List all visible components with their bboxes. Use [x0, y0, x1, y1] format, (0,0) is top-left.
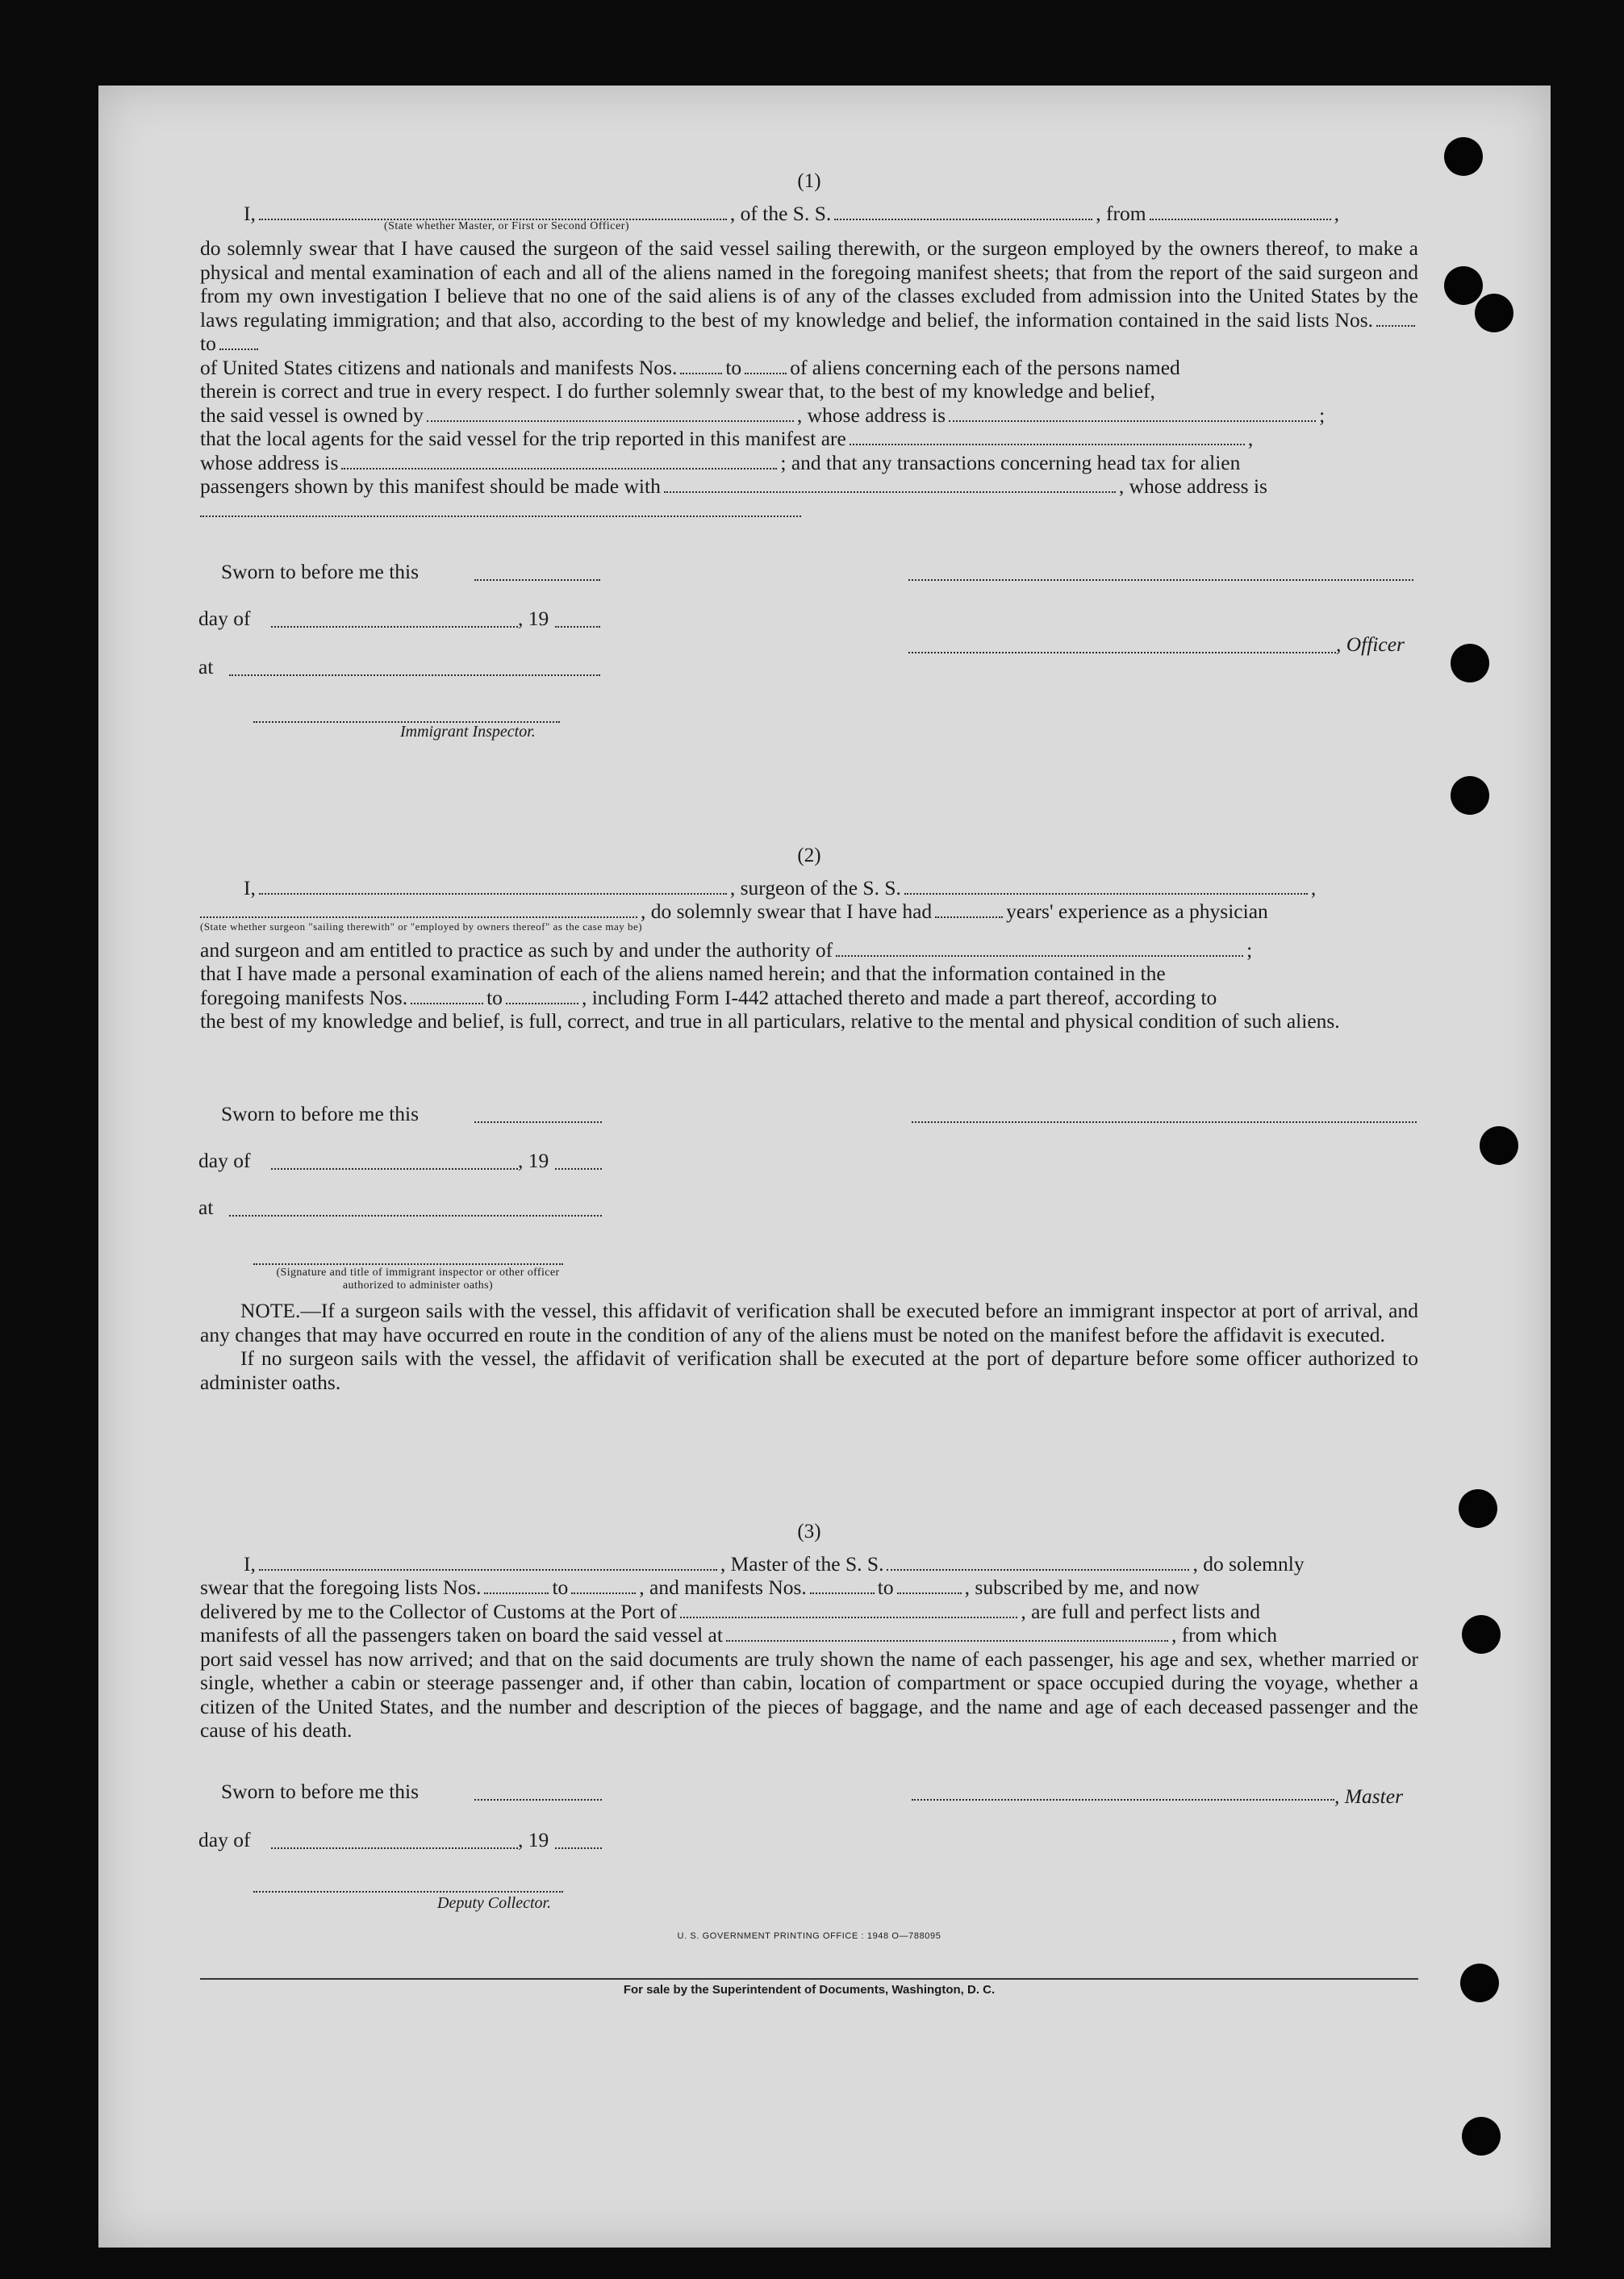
agents-line: that the local agents for the said vessel for the trip reported in this manifest are ,: [200, 427, 1254, 450]
section-2: [200, 844, 1418, 1033]
punch-hole: [1444, 266, 1483, 305]
section-1: [200, 169, 1418, 522]
year-field[interactable]: [555, 1847, 602, 1849]
section-number: (2): [797, 845, 821, 866]
owner-field[interactable]: [427, 404, 794, 422]
master-vessel-field[interactable]: [887, 1553, 1189, 1571]
sworn-label: Sworn to before me this: [221, 1780, 420, 1803]
day-of-field[interactable]: [271, 626, 518, 628]
deputy-signature-line[interactable]: [253, 1891, 563, 1893]
day-of-label: day of: [198, 1149, 251, 1172]
owner-address-field[interactable]: [949, 404, 1316, 422]
foregoing-line: foregoing manifests Nos. to , including Form I-442 attached thereto and made a part thereof, according to: [200, 985, 1217, 1009]
surgeon-note: (State whether surgeon "sailing therewith" or "employed by owners thereof" as the case may be): [200, 920, 643, 933]
year-field[interactable]: [555, 626, 600, 628]
lists-to-field[interactable]: [219, 332, 258, 350]
section-number: (1): [797, 170, 821, 192]
section-number: (3): [797, 1521, 821, 1542]
deputy-caption: Deputy Collector.: [437, 1894, 552, 1912]
punch-hole: [1451, 776, 1489, 815]
correct-line: therein is correct and true in every respect. I do further solemnly swear that, to the best of my knowledge and belief,: [200, 379, 1155, 403]
at-label: at: [198, 1196, 214, 1219]
day-of-label: day of: [198, 607, 251, 630]
day-of-field[interactable]: [271, 1847, 518, 1849]
master-lists-from-field[interactable]: [484, 1576, 549, 1594]
authority-field[interactable]: [836, 939, 1243, 957]
official-signature-line[interactable]: [253, 1263, 563, 1265]
sworn-field[interactable]: [474, 1121, 602, 1123]
master-signature-line[interactable]: [912, 1799, 1334, 1801]
punch-hole: [1480, 1126, 1518, 1165]
solemnly-line: , do solemnly swear that I have had years' experience as a physician: [200, 899, 1418, 924]
surgeon-manifests-from-field[interactable]: [411, 987, 483, 1004]
declaration-paragraph: do solemnly swear that I have caused the surgeon of the said vessel sailing therewith, or the surgeon employed by the owners thereof, to make a physical and mental examination of each and all of the aliens named in the foregoing manifest sheets; that from the report of the said surgeon and from my own investigation I believe that no one of the said aliens is of any of the classes excluded from admission into the United States by the laws regulating immigration; and that also, according to the best of my knowledge and belief, the information contained in the said lists Nos.to: [200, 236, 1418, 355]
year-field[interactable]: [555, 1168, 602, 1170]
surgeon-manifests-to-field[interactable]: [506, 987, 578, 1004]
delivered-line: delivered by me to the Collector of Customs at the Port of , are full and perfect lists and: [200, 1599, 1261, 1623]
years-field[interactable]: [935, 900, 1003, 918]
swear-line: swear that the foregoing lists Nos. to , and manifests Nos. to , subscribed by me, and now: [200, 1576, 1200, 1599]
note-section: [200, 1299, 1418, 1394]
punch-hole: [1460, 1964, 1499, 2002]
passengers-line: passengers shown by this manifest should be made with , whose address is: [200, 474, 1267, 498]
year-label: , 19: [518, 607, 549, 630]
official-signature-caption: (Signature and title of immigrant inspector or other officer authorized to administer oaths): [276, 1267, 560, 1292]
note-paragraph: NOTE.—If a surgeon sails with the vessel, this affidavit of verification shall be executed before an immigrant inspector at port of arrival, and any changes that may have occurred en route in the condition of any of the aliens must be noted on the manifest before the affidavit is executed.: [200, 1299, 1418, 1346]
surgeon-signature-line[interactable]: [912, 1121, 1417, 1123]
officer-signature-line[interactable]: [908, 579, 1413, 581]
lists-from-field[interactable]: [1376, 309, 1415, 327]
day-of-label: day of: [198, 1828, 251, 1851]
master-name-field[interactable]: [259, 1553, 717, 1571]
day-of-field[interactable]: [271, 1168, 518, 1170]
inspector-caption: Immigrant Inspector.: [400, 723, 536, 741]
punch-hole: [1462, 2117, 1501, 2156]
year-label: , 19: [518, 1149, 549, 1172]
footer-text: For sale by the Superintendent of Documents, Washington, D. C.: [623, 1983, 996, 1997]
officer-title-line[interactable]: [908, 652, 1336, 653]
manifests-line: manifests of all the passengers taken on board the said vessel at , from which: [200, 1623, 1277, 1647]
footer-rule: [200, 1978, 1418, 1980]
sworn-label: Sworn to before me this: [221, 1102, 420, 1125]
master-line: I, , Master of the S. S. , do solemnly: [244, 1551, 1305, 1576]
citizens-line: of United States citizens and nationals and manifests Nos. to of aliens concerning each of the persons named: [200, 355, 1180, 379]
surgeon-line: I, , surgeon of the S. S. ,: [244, 875, 1317, 899]
sworn-field[interactable]: [474, 579, 600, 581]
best-knowledge-line: the best of my knowledge and belief, is full, correct, and true in all particulars, relative to the mental and physical condition of such aliens.: [200, 1009, 1340, 1033]
punch-hole: [1462, 1615, 1501, 1654]
head-tax-address-field[interactable]: [200, 499, 801, 517]
at-field[interactable]: [229, 674, 600, 676]
punch-hole: [1459, 1489, 1497, 1528]
year-label: , 19: [518, 1828, 549, 1851]
practice-line: and surgeon and am entitled to practice as such by and under the authority of ;: [200, 937, 1253, 962]
boarding-port-field[interactable]: [726, 1624, 1168, 1642]
manifests-from-field[interactable]: [680, 357, 722, 374]
master-manifests-from-field[interactable]: [810, 1576, 875, 1594]
owned-line: the said vessel is owned by , whose address is ;: [200, 403, 1326, 427]
punch-hole: [1475, 294, 1513, 332]
vessel-name-field[interactable]: [834, 202, 1092, 220]
surgeon-status-field[interactable]: [200, 900, 637, 918]
at-label: at: [198, 655, 214, 678]
punch-hole: [1444, 137, 1483, 176]
surgeon-name-field[interactable]: [259, 877, 727, 895]
printing-office-line: U. S. GOVERNMENT PRINTING OFFICE : 1948 O—788095: [677, 1931, 941, 1941]
officer-line: I, , of the S. S. , from ,: [244, 201, 1339, 225]
address-line: whose address is ; and that any transactions concerning head tax for alien: [200, 450, 1241, 474]
master-lists-to-field[interactable]: [571, 1576, 636, 1594]
head-tax-field[interactable]: [664, 475, 1116, 493]
manifests-to-field[interactable]: [745, 357, 787, 374]
agents-address-field[interactable]: [341, 452, 777, 470]
master-label: , Master: [1334, 1784, 1403, 1808]
exam-line: that I have made a personal examination of each of the aliens named herein; and that the information contained in the: [200, 962, 1166, 985]
section-3: [200, 1520, 1418, 1743]
agents-field[interactable]: [850, 428, 1245, 445]
note-paragraph: If no surgeon sails with the vessel, the affidavit of verification shall be executed at the port of departure before some officer authorized to administer oaths.: [200, 1346, 1418, 1394]
master-manifests-to-field[interactable]: [897, 1576, 962, 1594]
at-field[interactable]: [229, 1215, 602, 1217]
port-field[interactable]: [680, 1601, 1017, 1618]
officer-label: , Officer: [1336, 632, 1405, 656]
punch-hole: [1451, 644, 1489, 682]
officer-note: (State whether Master, or First or Second Officer): [383, 220, 630, 232]
sworn-field[interactable]: [474, 1799, 602, 1801]
sworn-label: Sworn to before me this: [221, 560, 420, 583]
from-port-field[interactable]: [1150, 202, 1331, 220]
arrival-paragraph: port said vessel has now arrived; and that on the said documents are truly shown the name of each passenger, his age and sex, whether married or single, whether a cabin or steerage passenger and, if other than cabin, location of compartment or space occupied during the voyage, whether a citizen of the United States, and the number and description of the pieces of baggage, and the name and age of each deceased passenger and the cause of his death.: [200, 1647, 1418, 1742]
surgeon-vessel-field[interactable]: [904, 877, 1308, 895]
officer-name-field[interactable]: [259, 202, 727, 220]
